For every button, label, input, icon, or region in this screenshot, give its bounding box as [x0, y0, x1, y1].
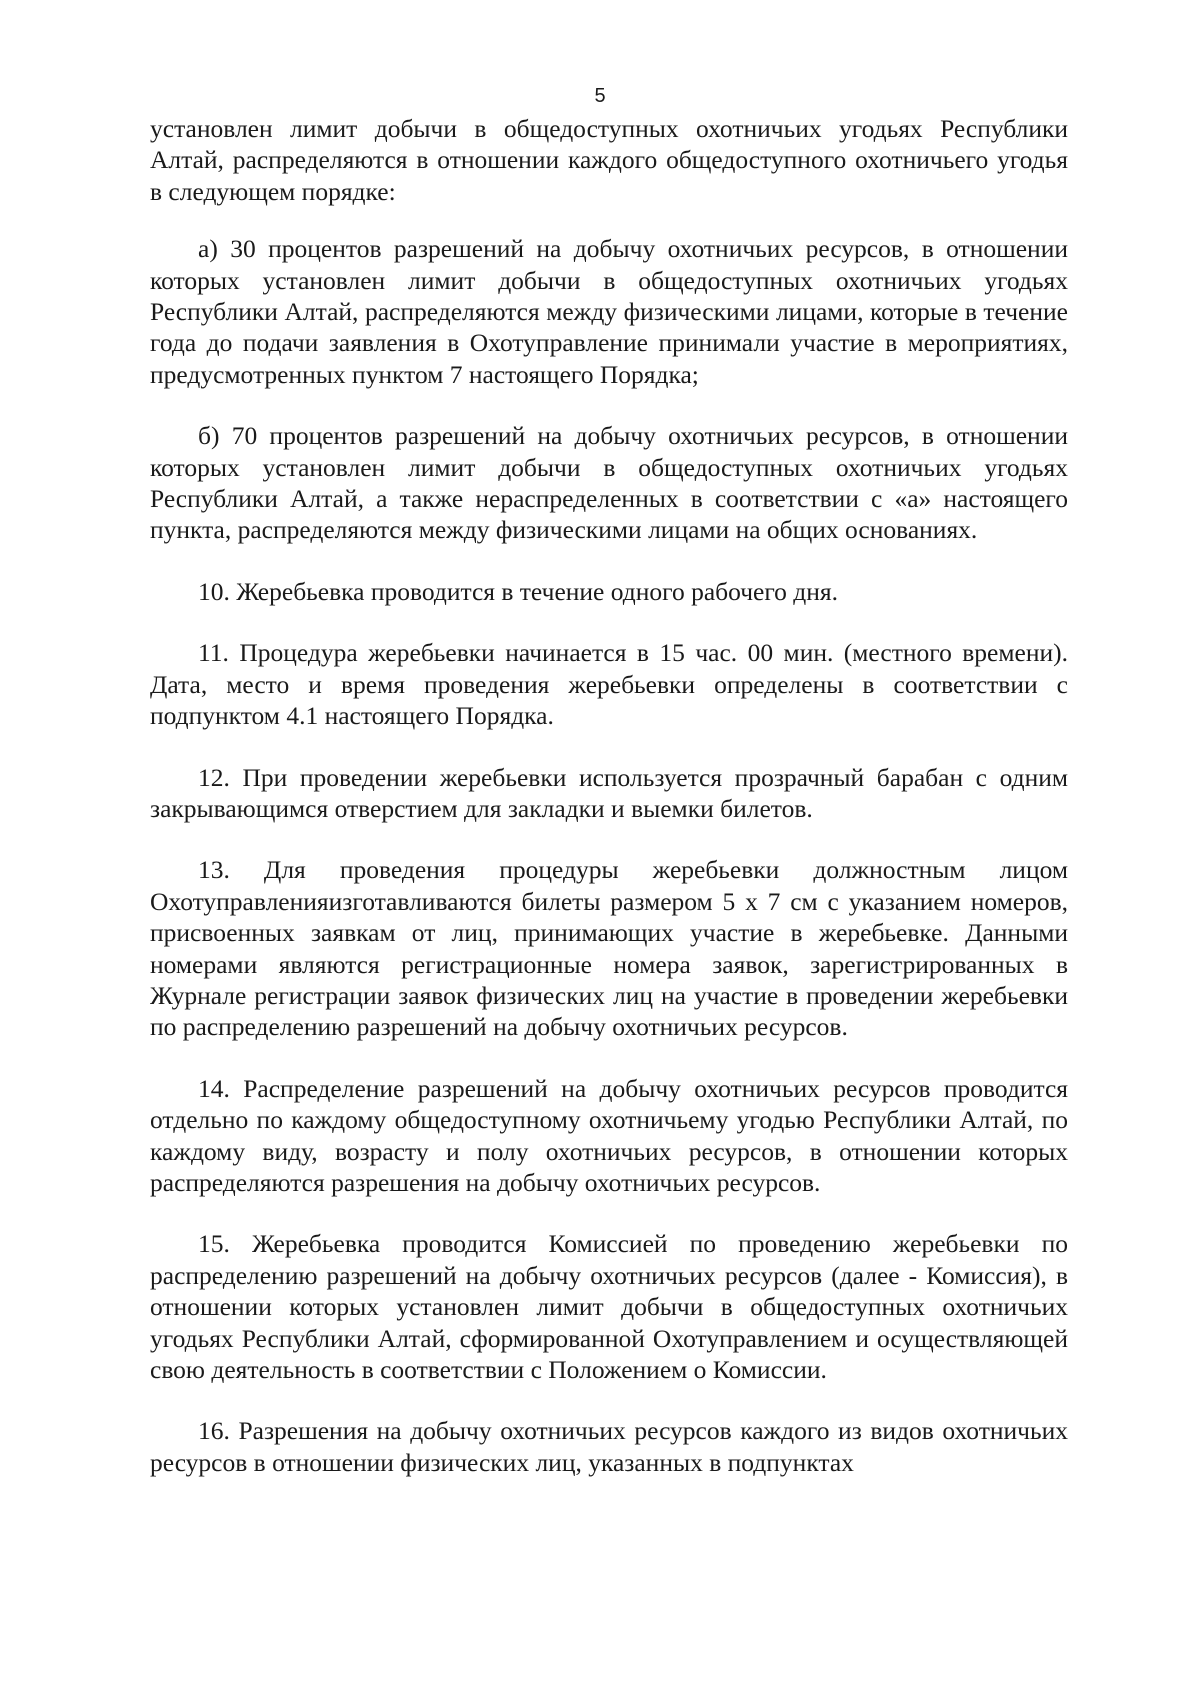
paragraph-item-16: 16. Разрешения на добычу охотничьих ресурсов каждого из видов охотничьих ресурсов в отношении физических лиц, указанных в подпунктах [150, 1416, 1068, 1477]
paragraph-subitem-a: а) 30 процентов разрешений на добычу охотничьих ресурсов, в отношении которых установлен лимит добычи в общедоступных охотничьих угодьях Республики Алтай, распределяются между физическими лицами, которые в течение года до подачи заявления в Охотуправление принимали участие в мероприятиях, предусмотренных пунктом 7 настоящего Порядка; [150, 234, 1068, 389]
paragraph-item-14: 14. Распределение разрешений на добычу охотничьих ресурсов проводится отдельно по каждому общедоступному охотничьему угодью Республики Алтай, по каждому виду, возрасту и полу охотничьих ресурсов, в отношении которых распределяются разрешения на добычу охотничьих ресурсов. [150, 1073, 1068, 1197]
paragraph-item-13: 13. Для проведения процедуры жеребьевки должностным лицом Охотуправленияизготавливаются билеты размером 5 х 7 см с указанием номеров, присвоенных заявкам от лиц, принимающих участие в жеребьевке. Данными номерами являются регистрационные номера заявок, зарегистрированных в Журнале регистрации заявок физических лиц на участие в проведении жеребьевки по распределению разрешений на добычу охотничьих ресурсов. [150, 855, 1068, 1042]
paragraph-item-12: 12. При проведении жеребьевки используется прозрачный барабан с одним закрывающимся отверстием для закладки и выемки билетов. [150, 762, 1068, 823]
paragraph-continuation: установлен лимит добычи в общедоступных охотничьих угодьях Республики Алтай, распределяются в отношении каждого общедоступного охотничьего угодья в следующем порядке: [150, 114, 1068, 206]
paragraph-item-11: 11. Процедура жеребьевки начинается в 15 час. 00 мин. (местного времени). Дата, место и время проведения жеребьевки определены в соответствии с подпунктом 4.1 настоящего Порядка. [150, 638, 1068, 731]
document-body [150, 113, 1068, 1508]
paragraph-subitem-b: б) 70 процентов разрешений на добычу охотничьих ресурсов, в отношении которых установлен лимит добычи в общедоступных охотничьих угодьях Республики Алтай, а также нераспределенных в соответствии с «а» настоящего пункта, распределяются между физическими лицами на общих основаниях. [150, 421, 1068, 545]
page-number: 5 [594, 85, 606, 107]
paragraph-item-15: 15. Жеребьевка проводится Комиссией по проведению жеребьевки по распределению разрешений на добычу охотничьих ресурсов (далее - Комиссия), в отношении которых установлен лимит добычи в общедоступных охотничьих угодьях Республики Алтай, сформированной Охотуправлением и осуществляющей свою деятельность в соответствии с Положением о Комиссии. [150, 1229, 1068, 1384]
paragraph-item-10: 10. Жеребьевка проводится в течение одного рабочего дня. [198, 576, 839, 606]
